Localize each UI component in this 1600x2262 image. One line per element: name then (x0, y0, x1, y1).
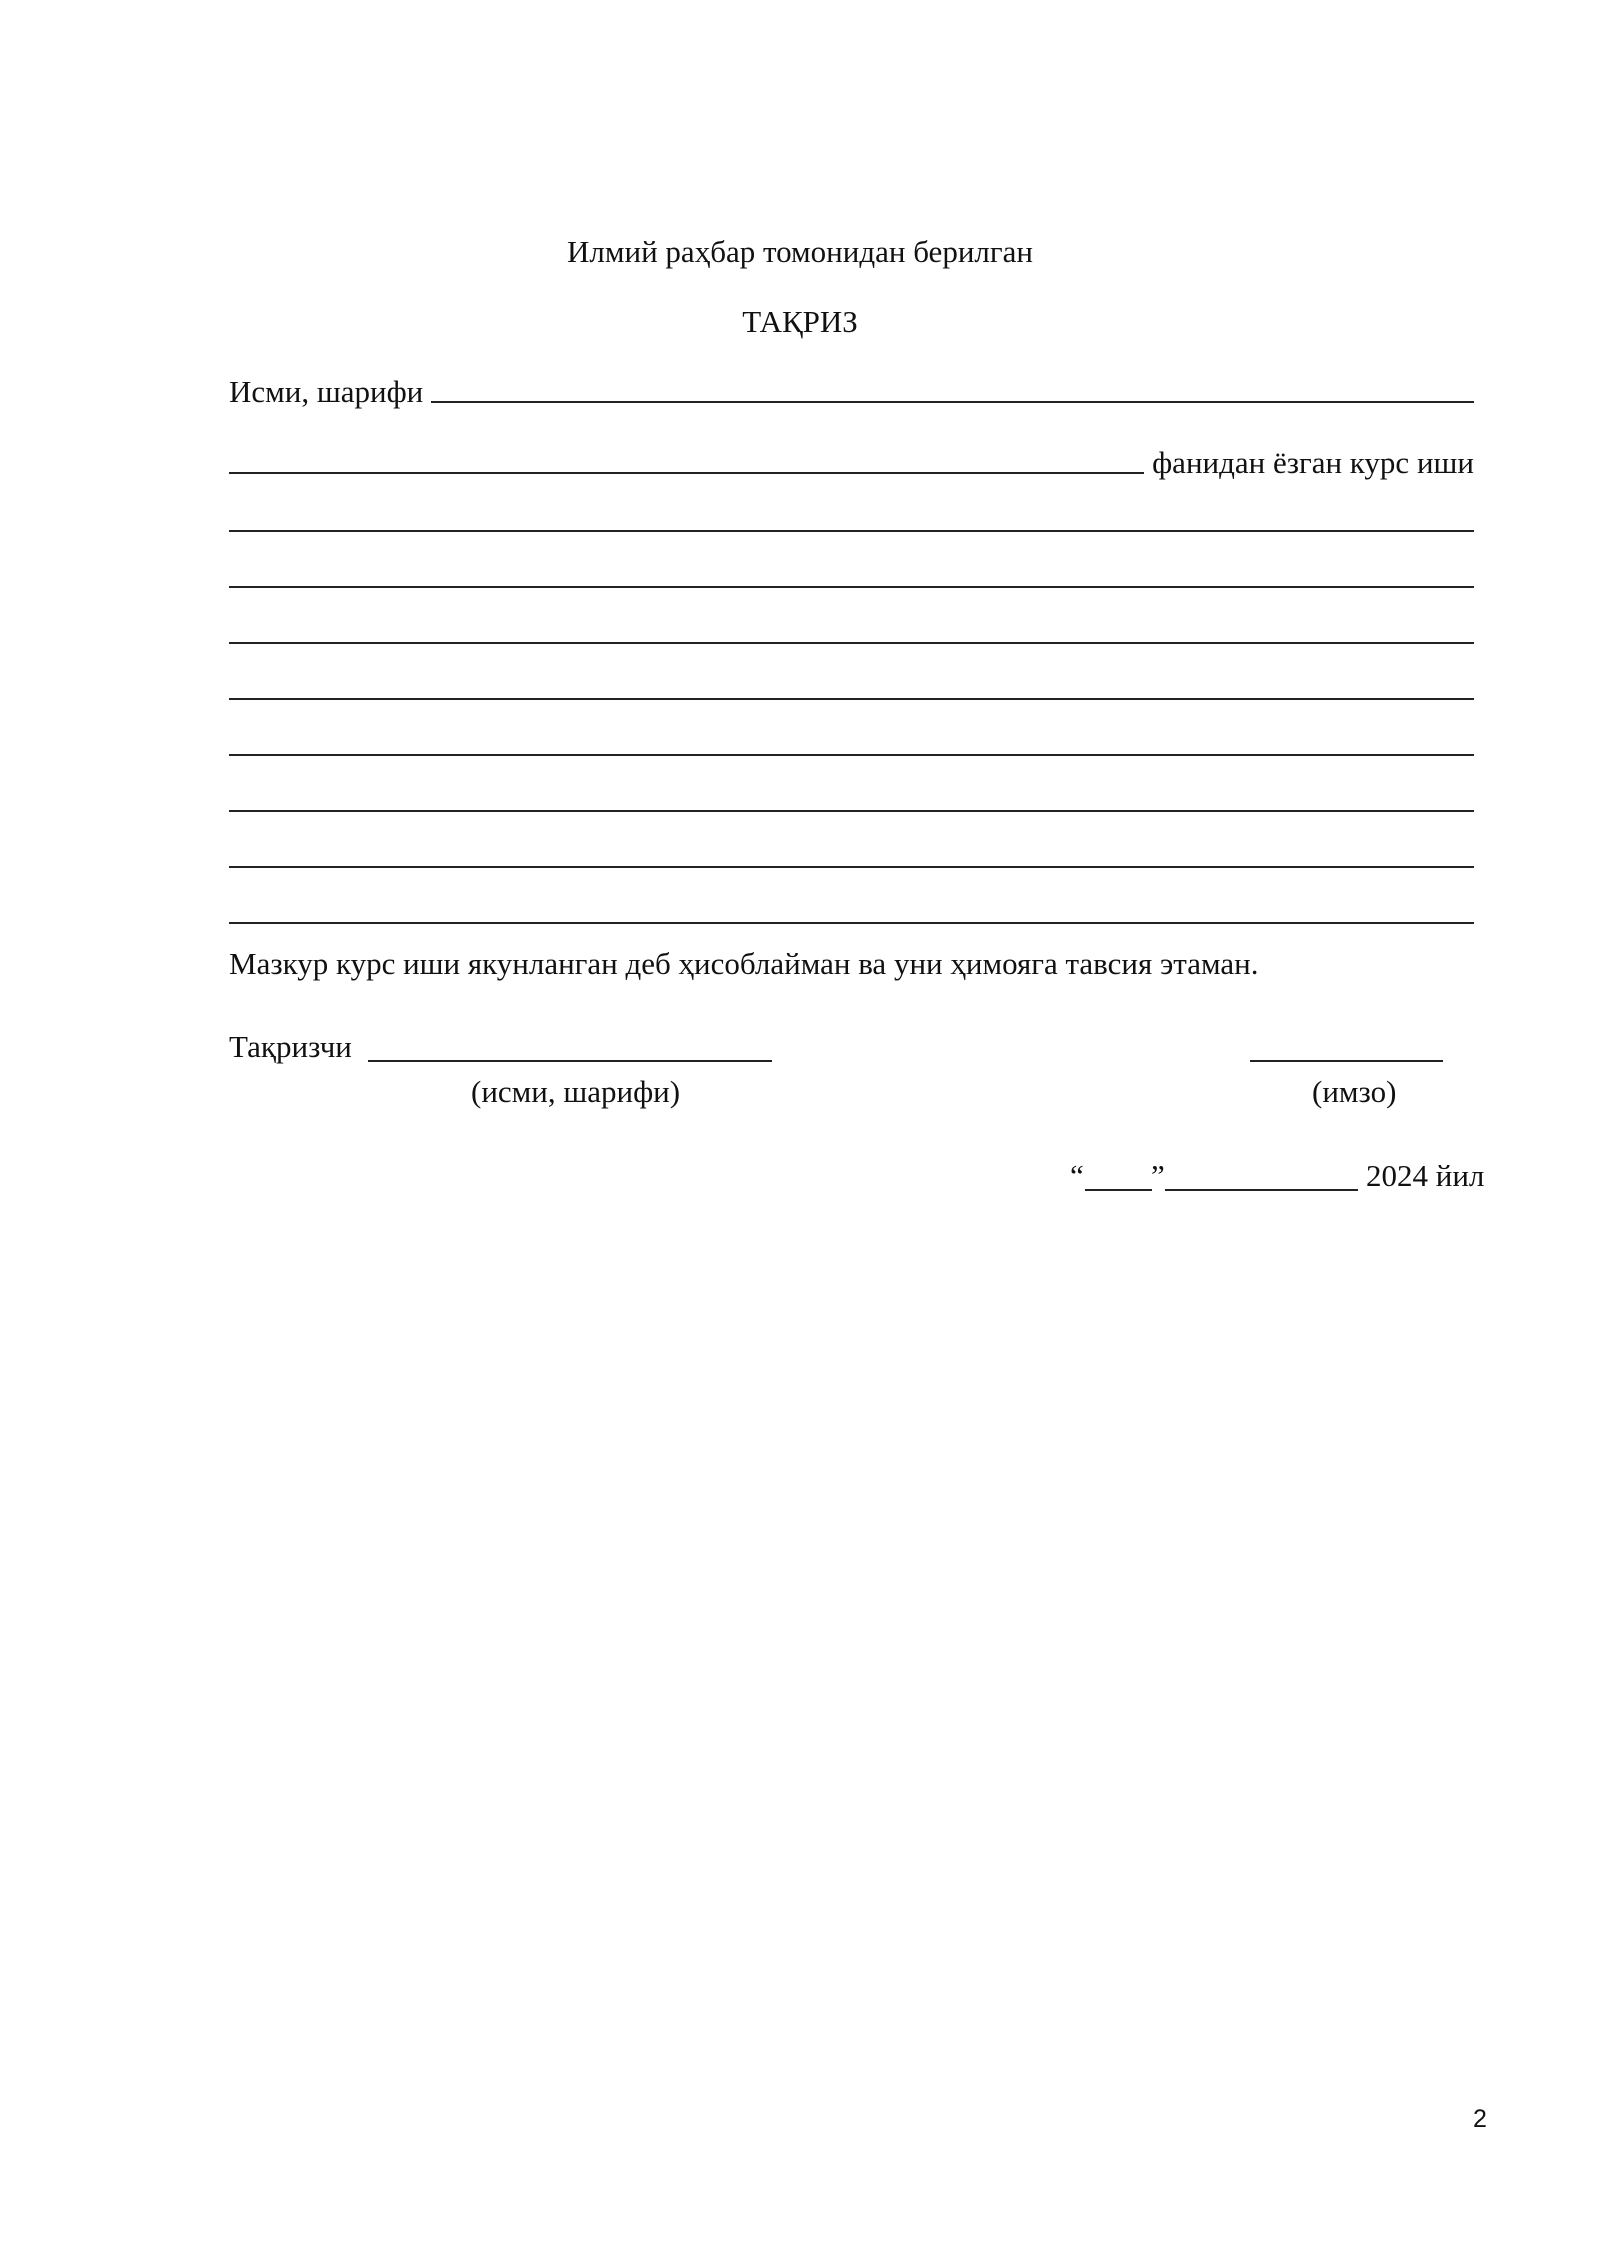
review-title: ТАҚРИЗ (742, 304, 858, 339)
signature-blank[interactable] (1250, 1060, 1443, 1062)
review-text-line[interactable] (229, 698, 1474, 700)
review-text-line[interactable] (229, 642, 1474, 644)
page-number: 2 (1473, 2105, 1487, 2133)
date-day-blank[interactable] (1085, 1189, 1152, 1191)
subject-row (229, 443, 1474, 483)
date-close-quote: ” (1151, 1158, 1165, 1193)
review-subtitle: Илмий раҳбар томонидан берилган (567, 234, 1033, 269)
subject-suffix: фанидан ёзган курс иши (1152, 445, 1474, 480)
reviewer-label: Тақризчи (229, 1029, 352, 1064)
date-year-text: 2024 йил (1366, 1158, 1485, 1193)
name-caption: (исми, шарифи) (471, 1074, 681, 1109)
subject-blank-field[interactable] (229, 472, 1144, 474)
reviewer-name-blank[interactable] (368, 1060, 772, 1062)
name-row (229, 372, 1474, 412)
review-text-line[interactable] (229, 810, 1474, 812)
signature-caption: (имзо) (1312, 1074, 1397, 1109)
name-blank-field[interactable] (431, 401, 1474, 403)
review-text-line[interactable] (229, 530, 1474, 532)
review-text-line[interactable] (229, 866, 1474, 868)
review-text-line[interactable] (229, 922, 1474, 924)
conclusion-text: Мазкур курс иши якунланган деб ҳисоблайман ва уни ҳимояга тавсия этаман. (229, 946, 1259, 981)
review-text-line[interactable] (229, 754, 1474, 756)
name-label: Исми, шарифи (229, 374, 424, 409)
date-open-quote: “ (1070, 1158, 1084, 1193)
review-text-line[interactable] (229, 586, 1474, 588)
date-month-blank[interactable] (1165, 1189, 1358, 1191)
